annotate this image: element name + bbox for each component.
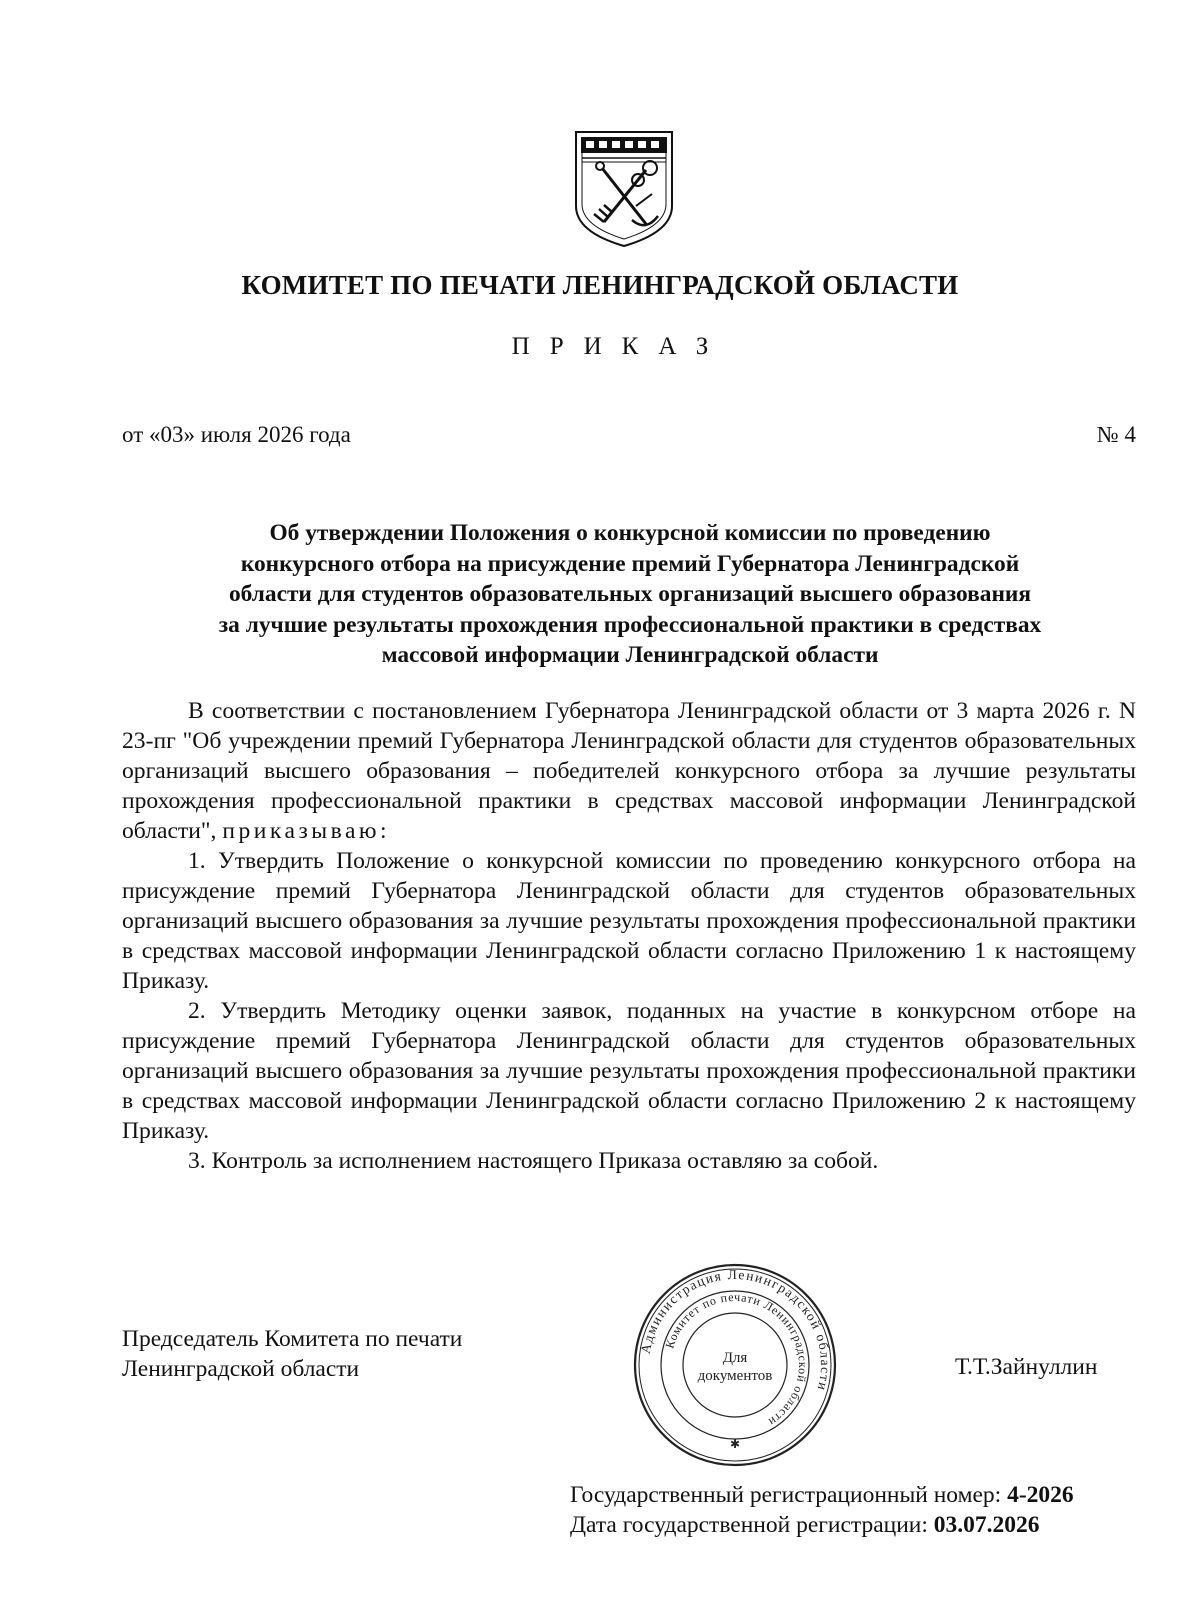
title-line: за лучшие результаты прохождения профессиональной практики в средствах: [218, 611, 1042, 638]
registration-date-label: Дата государственной регистрации:: [570, 1512, 928, 1538]
title-line: массовой информации Ленинградской области: [381, 642, 879, 668]
registration-number-label: Государственный регистрационный номер:: [570, 1482, 1002, 1508]
registration-number-value: 4-2026: [1007, 1482, 1074, 1508]
order-item-2: 2. Утвердить Методику оценки заявок, поданных на участие в конкурсном отборе на присуждение премий Губернатора Ленинградской области для студентов образовательных организаций высшего образования за лучшие результаты прохождения профессиональной практики в средствах массовой информации Ленинградской области согласно Приложению 2 к настоящему Приказу.: [122, 998, 1136, 1144]
document-type: ПРИКАЗ: [511, 333, 729, 360]
registration-block: [570, 1480, 1074, 1540]
seal-inner-text: Комитет по печати Ленинградской области: [662, 1289, 811, 1430]
signatory-position-line: Ленинградской области: [122, 1356, 360, 1382]
seal-outer-text: Администрация Ленинградской области: [637, 1266, 834, 1394]
title-line: Об утверждении Положения о конкурсной комиссии по проведению: [269, 520, 991, 546]
preamble-text: В соответствии с постановлением Губернатора Ленинградской области от 3 марта 2026 г. N 23-пг "Об учреждении премий Губернатора Ленинградской области для студентов образовательных организаций высшего образования – победителей конкурсного отбора за лучшие результаты прохождения профессиональной практики в средствах массовой информации Ленинградской области",: [122, 698, 1136, 844]
seal-star-icon: ✱: [729, 1437, 741, 1451]
preamble-paragraph: [122, 696, 1136, 846]
document-body: [122, 696, 1136, 1176]
order-date: от «03» июля 2026 года: [122, 422, 351, 447]
order-verb: приказываю:: [222, 818, 391, 844]
seal-center-line: документов: [697, 1368, 773, 1384]
signatory-position: [122, 1324, 462, 1384]
seal-center-line: Для: [722, 1350, 748, 1366]
registration-number: [570, 1480, 1074, 1510]
registration-date-value: 03.07.2026: [933, 1512, 1040, 1538]
title-line: конкурсного отбора на присуждение премий Губернатора Ленинградской: [240, 550, 1020, 577]
order-number: № 4: [1096, 422, 1136, 447]
document-title: [124, 518, 1136, 671]
coat-of-arms-icon: [572, 128, 676, 250]
signatory-name: Т.Т.Зайнуллин: [955, 1354, 1098, 1380]
organization-name: КОМИТЕТ ПО ПЕЧАТИ ЛЕНИНГРАДСКОЙ ОБЛАСТИ: [241, 270, 959, 300]
official-seal-icon: [630, 1260, 840, 1470]
order-item-3: 3. Контроль за исполнением настоящего Приказа оставляю за собой.: [188, 1148, 879, 1174]
title-line: области для студентов образовательных организаций высшего образования: [228, 581, 1032, 607]
order-item-1: 1. Утвердить Положение о конкурсной комиссии по проведению конкурсного отбора на присуждение премий Губернатора Ленинградской области для студентов образовательных организаций высшего образования за лучшие результаты прохождения профессиональной практики в средствах массовой информации Ленинградской области согласно Приложению 1 к настоящему Приказу.: [122, 848, 1136, 994]
registration-date: [570, 1510, 1074, 1540]
signatory-position-line: Председатель Комитета по печати: [122, 1326, 463, 1352]
